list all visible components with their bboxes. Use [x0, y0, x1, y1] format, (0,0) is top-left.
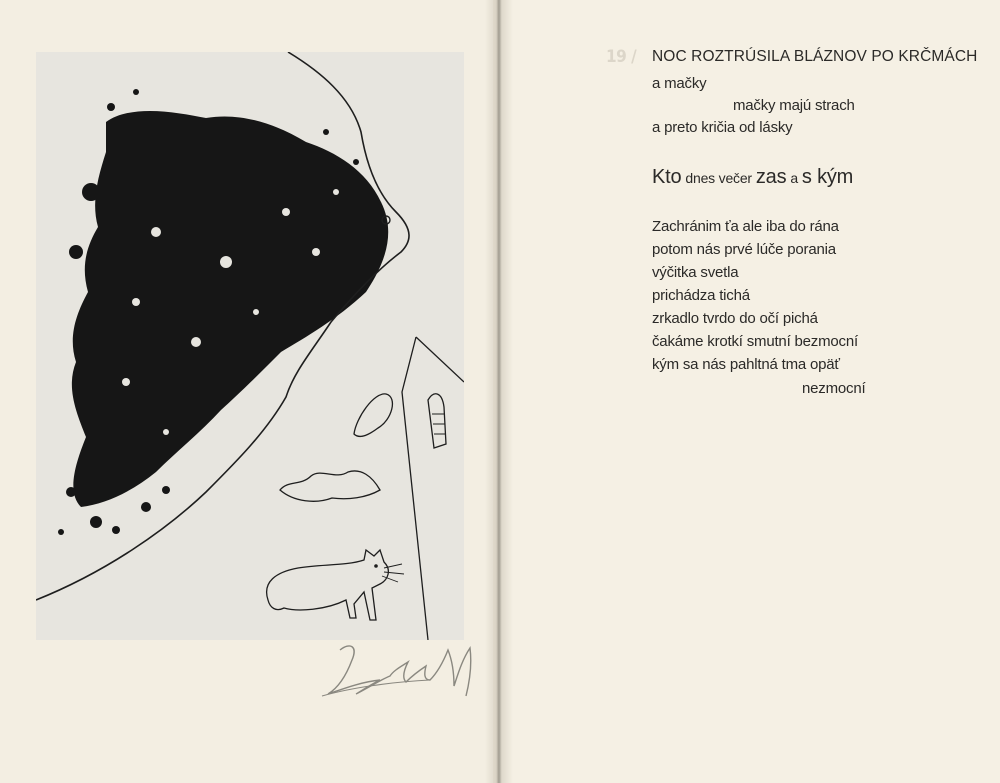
poem-title: NOC ROZTRÚSILA BLÁZNOV PO KRČMÁCH	[652, 48, 978, 65]
left-page	[0, 0, 493, 783]
poem-line: zrkadlo tvrdo do očí pichá	[652, 310, 818, 327]
refrain-word: s kým	[801, 166, 854, 188]
artist-signature	[320, 636, 490, 708]
poem-line: čakáme krotkí smutní bezmocní	[652, 333, 858, 350]
poem-line: Zachránim ťa ale iba do rána	[652, 218, 839, 235]
illustration-drawing	[36, 52, 464, 640]
book-gutter	[485, 0, 513, 783]
poem-line: kým sa nás pahltná tma opäť	[652, 356, 840, 373]
cat-drawing	[267, 550, 389, 620]
refrain-word: Kto	[652, 166, 682, 188]
signature-scribble	[320, 636, 490, 708]
poem	[499, 0, 1000, 783]
refrain-line	[652, 166, 853, 189]
poem-line: mačky majú strach	[733, 97, 855, 114]
poem-line: nezmocní	[802, 380, 866, 397]
poem-line: prichádza tichá	[652, 287, 750, 304]
refrain-word: dnes večer	[685, 170, 752, 186]
poem-line: a mačky	[652, 75, 707, 92]
poem-line: a preto kričia od lásky	[652, 119, 793, 136]
poem-line: potom nás prvé lúče porania	[652, 241, 836, 258]
refrain-word: zas	[755, 166, 787, 188]
ink-blot	[72, 111, 388, 507]
refrain-word: a	[790, 170, 798, 186]
page-number-value: 19	[606, 47, 627, 67]
ink-illustration	[36, 52, 464, 640]
right-page	[499, 0, 1000, 783]
page-number	[606, 47, 636, 67]
poem-line: výčitka svetla	[652, 264, 739, 281]
page-number-separator: /	[631, 47, 637, 67]
